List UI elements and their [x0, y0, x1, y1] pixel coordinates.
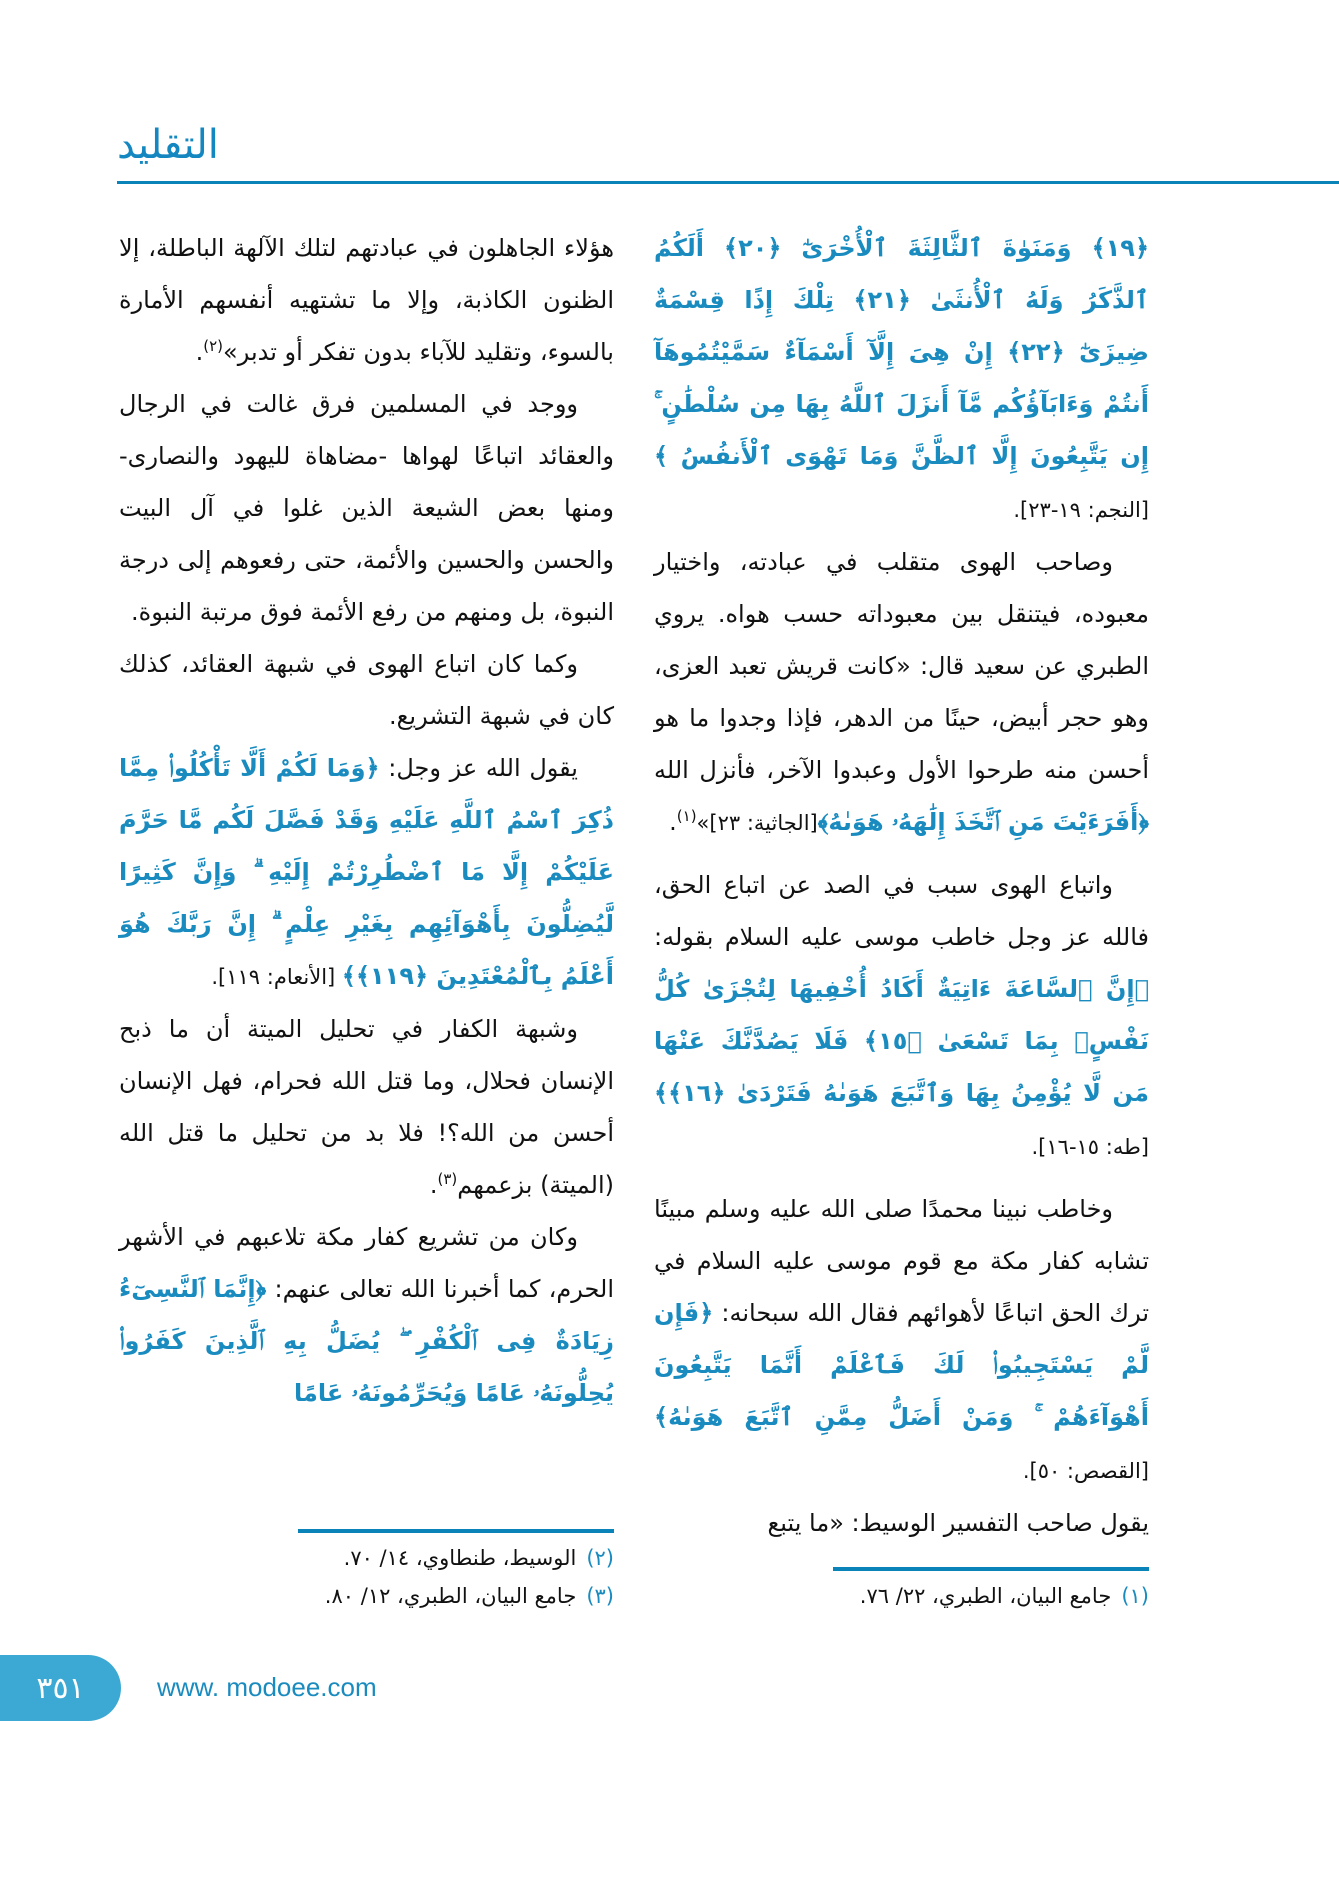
verse-reference: [الجاثية: ٢٣]» [696, 811, 818, 835]
footnote [119, 1539, 614, 1577]
footnote-number: (٣) [586, 1584, 614, 1608]
quran-verse: ﴿إِنَّ ٱلسَّاعَةَ ءَاتِيَةٌ أَكَادُ أُخْفِيهَا لِتُجْزَىٰ كُلُّ نَفْسٍۭ بِمَا تَسْعَىٰ ﴿١٥﴾ فَلَا يَصُدَّنَّكَ عَنْهَا مَن لَّا يُؤْمِنُ بِهَا وَٱتَّبَعَ هَوَىٰهُ فَتَرْدَىٰ ﴿١٦﴾﴾ [654, 975, 1149, 1107]
verse-reference: [القصص: ٥٠]. [1022, 1459, 1149, 1483]
text: هؤلاء الجاهلون في عبادتهم لتلك الآلهة الباطلة، إلا الظنون الكاذبة، وإلا ما تشتهيه أنفسهم الأمارة بالسوء، وتقليد للآباء بدون تفكر أو تدبر» [119, 234, 614, 366]
paragraph [119, 1003, 614, 1211]
paragraph: ووجد في المسلمين فرق غالت في الرجال والعقائد اتباعًا لهواها -مضاهاة لليهود والنصارى- ومنها بعض الشيعة الذين غلوا في آل البيت والحسن والحسين والأئمة، حتى رفعوهم إلى درجة النبوة، بل ومنهم من رفع الأئمة فوق مرتبة النبوة. [119, 390, 614, 626]
text: . [669, 808, 677, 836]
footnote-marker[interactable]: (٢) [203, 337, 224, 355]
paragraph [119, 742, 614, 1003]
paragraph [654, 536, 1149, 849]
chapter-title: التقليد [117, 122, 219, 168]
text: واتباع الهوى سبب في الصد عن اتباع الحق، فالله عز وجل خاطب موسى عليه السلام بقوله: [654, 871, 1149, 951]
footnote [654, 1577, 1149, 1615]
paragraph [654, 222, 1149, 536]
verse-reference: [طه: ١٥-١٦]. [1031, 1135, 1149, 1159]
quran-verse: ﴿إِنَّمَا ٱلنَّسِىٓءُ زِيَادَةٌ فِى ٱلْكُفْرِ ۖ يُضَلُّ بِهِ ٱلَّذِينَ كَفَرُوا۟ يُحِلُّونَهُۥ عَامًا وَيُحَرِّمُونَهُۥ عَامًا [119, 1275, 614, 1407]
paragraph: يقول صاحب التفسير الوسيط: «ما يتبع [767, 1509, 1149, 1537]
text: وخاطب نبينا محمدًا صلى الله عليه وسلم مبينًا تشابه كفار مكة مع قوم موسى عليه السلام في ترك الحق اتباعًا لأهوائهم فقال الله سبحانه: [654, 1195, 1149, 1327]
text: وشبهة الكفار في تحليل الميتة أن ما ذبح الإنسان فحلال، وما قتل الله فحرام، فهل الإنسان أحسن من الله؟! فلا بد من تحليل ما قتل الله (الميتة) بزعمهم [119, 1015, 614, 1199]
text: يقول الله عز وجل: [379, 754, 578, 782]
text: وكان من تشريع كفار مكة تلاعبهم في الأشهر الحرم، كما أخبرنا الله تعالى عنهم: [119, 1223, 614, 1303]
paragraph [119, 222, 614, 378]
footnote [119, 1577, 614, 1615]
footnote-marker[interactable]: (٣) [437, 1170, 458, 1188]
verse-reference: [الأنعام: ١١٩]. [211, 965, 342, 989]
text: . [429, 1171, 438, 1199]
paragraph: وكما كان اتباع الهوى في شبهة العقائد، كذلك كان في شبهة التشريع. [119, 650, 614, 730]
footnote-rule [833, 1567, 1149, 1571]
quran-verse: ﴿أَفَرَءَيْتَ مَنِ ٱتَّخَذَ إِلَٰهَهُۥ هَوَىٰهُ﴾ [817, 808, 1149, 836]
footnote-number: (٢) [586, 1546, 614, 1570]
left-column [119, 222, 614, 1615]
footnote-rule [298, 1529, 614, 1533]
quran-verse: ﴿فَإِن لَّمْ يَسْتَجِيبُوا۟ لَكَ فَٱعْلَمْ أَنَّمَا يَتَّبِعُونَ أَهْوَآءَهُمْ ۚ وَمَنْ أَضَلُّ مِمَّنِ ٱتَّبَعَ هَوَىٰهُ﴾ [654, 1299, 1149, 1431]
footnote-text: جامع البيان، الطبري، ١٢/ ٨٠. [324, 1584, 577, 1608]
text: . [195, 338, 204, 366]
footnote-number: (١) [1121, 1584, 1149, 1608]
paragraph [654, 859, 1149, 1173]
quran-verse: ﴿وَمَا لَكُمْ أَلَّا تَأْكُلُوا۟ مِمَّا ذُكِرَ ٱسْمُ ٱللَّهِ عَلَيْهِ وَقَدْ فَصَّلَ لَكُم مَّا حَرَّمَ عَلَيْكُمْ إِلَّا مَا ٱضْطُرِرْتُمْ إِلَيْهِ ۗ وَإِنَّ كَثِيرًا لَّيُضِلُّونَ بِأَهْوَآئِهِم بِغَيْرِ عِلْمٍ ۗ إِنَّ رَبَّكَ هُوَ أَعْلَمُ بِٱلْمُعْتَدِينَ ﴿١١٩﴾﴾ [119, 754, 614, 990]
right-column [654, 222, 1149, 1615]
footnotes [119, 1511, 614, 1615]
footnote-text: الوسيط، طنطاوي، ١٤/ ٧٠. [343, 1546, 577, 1570]
text: وصاحب الهوى متقلب في عبادته، واختيار معبوده، فيتنقل بين معبوداته حسب هواه. يروي الطبري عن سعيد قال: «كانت قريش تعبد العزى، وهو حجر أبيض، حينًا من الدهر، فإذا وجدوا ما هو أحسن منه طرحوا الأول وعبدوا الآخر، فأنزل الله [654, 548, 1149, 784]
paragraph [119, 1211, 614, 1419]
footnote-marker[interactable]: (١) [676, 807, 697, 825]
quran-verse: ﴿١٩﴾ وَمَنَوٰةَ ٱلثَّالِثَةَ ٱلْأُخْرَىٰٓ ﴿٢٠﴾ أَلَكُمُ ٱلذَّكَرُ وَلَهُ ٱلْأُنثَىٰ ﴿٢١﴾ تِلْكَ إِذًا قِسْمَةٌ ضِيزَىٰٓ ﴿٢٢﴾ إِنْ هِىَ إِلَّآ أَسْمَآءٌ سَمَّيْتُمُوهَآ أَنتُمْ وَءَابَآؤُكُم مَّآ أَنزَلَ ٱللَّهُ بِهَا مِن سُلْطَٰنٍ ۚ إِن يَتَّبِعُونَ إِلَّا ٱلظَّنَّ وَمَا تَهْوَى ٱلْأَنفُسُ ﴾ [654, 234, 1149, 470]
page-footer [0, 1655, 1339, 1778]
verse-reference: [النجم: ١٩-٢٣]. [1013, 498, 1149, 522]
footnotes [654, 1549, 1149, 1615]
paragraph [654, 1183, 1149, 1497]
footnote-text: جامع البيان، الطبري، ٢٢/ ٧٦. [859, 1584, 1112, 1608]
website-link[interactable]: www. modoee.com [157, 1672, 377, 1702]
page-number-badge: ٣٥١ [0, 1655, 121, 1721]
